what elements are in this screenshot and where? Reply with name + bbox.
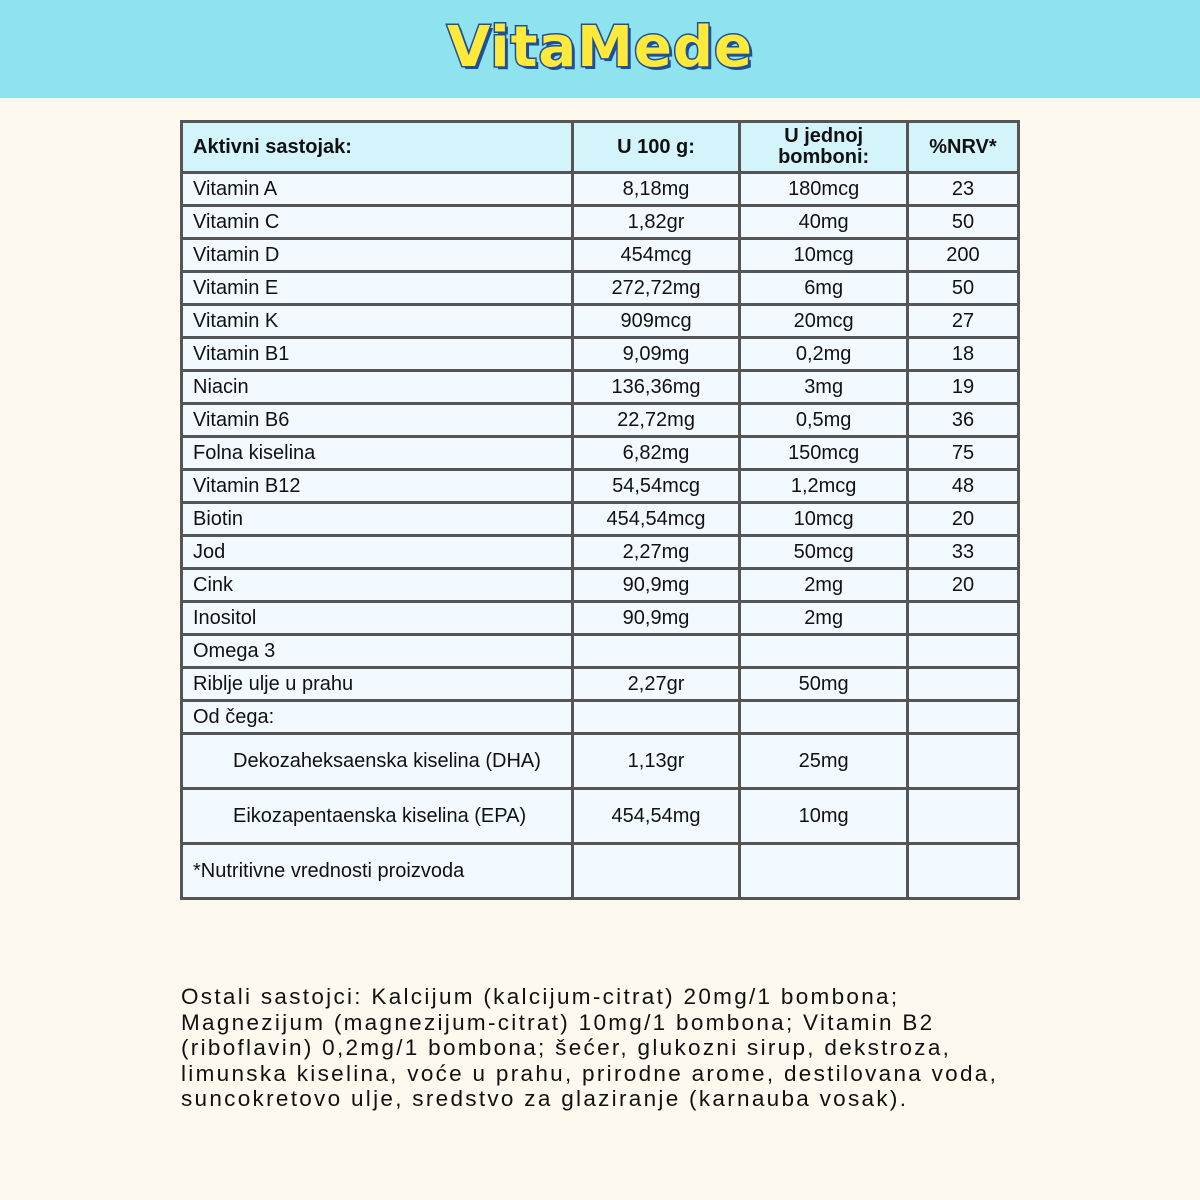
cell-nrv: 19 bbox=[907, 371, 1018, 404]
table-row bbox=[182, 272, 1019, 305]
footnote-cell: *Nutritivne vrednosti proizvoda bbox=[182, 844, 573, 899]
brand-logo: VitaMede bbox=[447, 14, 753, 80]
cell-per-candy bbox=[740, 701, 908, 734]
cell-nrv: 200 bbox=[907, 239, 1018, 272]
cell-per-candy bbox=[740, 635, 908, 668]
cell-per-100g: 454,54mcg bbox=[572, 503, 740, 536]
header-nrv: %NRV* bbox=[907, 122, 1018, 173]
cell-per-100g: 136,36mg bbox=[572, 371, 740, 404]
cell-per-candy: 20mcg bbox=[740, 305, 908, 338]
cell-name: Riblje ulje u prahu bbox=[182, 668, 573, 701]
cell-nrv bbox=[907, 844, 1018, 899]
cell-per-100g: 272,72mg bbox=[572, 272, 740, 305]
header-per-100g: U 100 g: bbox=[572, 122, 740, 173]
cell-name: Vitamin E bbox=[182, 272, 573, 305]
cell-name: Vitamin B12 bbox=[182, 470, 573, 503]
cell-per-100g: 909mcg bbox=[572, 305, 740, 338]
cell-nrv bbox=[907, 701, 1018, 734]
cell-per-100g: 2,27gr bbox=[572, 668, 740, 701]
cell-per-candy: 2mg bbox=[740, 569, 908, 602]
cell-name: Dekozaheksaenska kiselina (DHA) bbox=[182, 734, 573, 789]
table-row bbox=[182, 338, 1019, 371]
cell-nrv: 36 bbox=[907, 404, 1018, 437]
table-row bbox=[182, 437, 1019, 470]
cell-nrv bbox=[907, 789, 1018, 844]
cell-name: Biotin bbox=[182, 503, 573, 536]
cell-per-100g: 2,27mg bbox=[572, 536, 740, 569]
cell-per-100g bbox=[572, 701, 740, 734]
cell-nrv bbox=[907, 635, 1018, 668]
table-row bbox=[182, 305, 1019, 338]
header-ingredient: Aktivni sastojak: bbox=[182, 122, 573, 173]
cell-name: Od čega: bbox=[182, 701, 573, 734]
cell-name: Vitamin C bbox=[182, 206, 573, 239]
cell-per-candy: 1,2mcg bbox=[740, 470, 908, 503]
cell-name: Vitamin B6 bbox=[182, 404, 573, 437]
cell-per-candy: 0,2mg bbox=[740, 338, 908, 371]
cell-nrv: 18 bbox=[907, 338, 1018, 371]
cell-per-100g: 54,54mcg bbox=[572, 470, 740, 503]
cell-nrv: 20 bbox=[907, 503, 1018, 536]
table-row bbox=[182, 239, 1019, 272]
cell-name: Vitamin B1 bbox=[182, 338, 573, 371]
cell-nrv: 50 bbox=[907, 206, 1018, 239]
cell-per-100g: 454,54mg bbox=[572, 789, 740, 844]
table-row bbox=[182, 173, 1019, 206]
table-row bbox=[182, 789, 1019, 844]
cell-per-candy: 40mg bbox=[740, 206, 908, 239]
cell-name: Cink bbox=[182, 569, 573, 602]
table-row bbox=[182, 470, 1019, 503]
cell-per-candy: 2mg bbox=[740, 602, 908, 635]
cell-name: Omega 3 bbox=[182, 635, 573, 668]
cell-per-candy: 3mg bbox=[740, 371, 908, 404]
cell-per-100g: 454mcg bbox=[572, 239, 740, 272]
cell-per-100g: 90,9mg bbox=[572, 569, 740, 602]
table-row bbox=[182, 569, 1019, 602]
cell-per-candy: 150mcg bbox=[740, 437, 908, 470]
cell-name: Folna kiselina bbox=[182, 437, 573, 470]
header-per-candy: U jednoj bomboni: bbox=[740, 122, 908, 173]
table-row bbox=[182, 602, 1019, 635]
cell-per-candy: 10mcg bbox=[740, 239, 908, 272]
cell-per-100g: 8,18mg bbox=[572, 173, 740, 206]
table-row bbox=[182, 404, 1019, 437]
cell-per-100g: 6,82mg bbox=[572, 437, 740, 470]
cell-per-100g: 1,13gr bbox=[572, 734, 740, 789]
cell-nrv: 48 bbox=[907, 470, 1018, 503]
cell-per-candy: 180mcg bbox=[740, 173, 908, 206]
cell-per-100g bbox=[572, 635, 740, 668]
table-row bbox=[182, 206, 1019, 239]
cell-per-candy: 25mg bbox=[740, 734, 908, 789]
cell-per-candy: 0,5mg bbox=[740, 404, 908, 437]
cell-nrv: 27 bbox=[907, 305, 1018, 338]
table-row bbox=[182, 668, 1019, 701]
cell-nrv bbox=[907, 734, 1018, 789]
table-row bbox=[182, 635, 1019, 668]
cell-nrv: 33 bbox=[907, 536, 1018, 569]
cell-name: Vitamin D bbox=[182, 239, 573, 272]
cell-per-100g: 22,72mg bbox=[572, 404, 740, 437]
cell-name: Vitamin K bbox=[182, 305, 573, 338]
cell-nrv bbox=[907, 668, 1018, 701]
cell-name: Eikozapentaenska kiselina (EPA) bbox=[182, 789, 573, 844]
cell-nrv: 75 bbox=[907, 437, 1018, 470]
table-footnote-row bbox=[182, 844, 1019, 899]
cell-nrv: 50 bbox=[907, 272, 1018, 305]
table-header-row bbox=[182, 122, 1019, 173]
cell-per-candy bbox=[740, 844, 908, 899]
cell-nrv: 23 bbox=[907, 173, 1018, 206]
other-ingredients-text: Ostali sastojci: Kalcijum (kalcijum-citrat) 20mg/1 bombona; Magnezijum (magnezijum-citrat) 10mg/1 bombona; Vitamin B2 (riboflavin) 0,2mg/1 bombona; šećer, glukozni sirup, dekstroza, limunska kiselina, voće u prahu, prirodne arome, destilovana voda, suncokretovo ulje, sredstvo za glaziranje (karnauba vosak). bbox=[181, 984, 999, 1111]
table-row bbox=[182, 734, 1019, 789]
cell-per-candy: 10mcg bbox=[740, 503, 908, 536]
header-banner bbox=[0, 0, 1200, 98]
cell-name: Vitamin A bbox=[182, 173, 573, 206]
cell-name: Jod bbox=[182, 536, 573, 569]
nutrition-table bbox=[180, 120, 1020, 900]
table-row bbox=[182, 503, 1019, 536]
cell-nrv: 20 bbox=[907, 569, 1018, 602]
table-row bbox=[182, 701, 1019, 734]
cell-per-100g: 1,82gr bbox=[572, 206, 740, 239]
table-row bbox=[182, 536, 1019, 569]
cell-per-candy: 10mg bbox=[740, 789, 908, 844]
cell-per-candy: 50mcg bbox=[740, 536, 908, 569]
table-row bbox=[182, 371, 1019, 404]
cell-nrv bbox=[907, 602, 1018, 635]
cell-per-candy: 6mg bbox=[740, 272, 908, 305]
cell-per-100g bbox=[572, 844, 740, 899]
cell-per-100g: 9,09mg bbox=[572, 338, 740, 371]
cell-name: Inositol bbox=[182, 602, 573, 635]
cell-per-candy: 50mg bbox=[740, 668, 908, 701]
cell-name: Niacin bbox=[182, 371, 573, 404]
cell-per-100g: 90,9mg bbox=[572, 602, 740, 635]
